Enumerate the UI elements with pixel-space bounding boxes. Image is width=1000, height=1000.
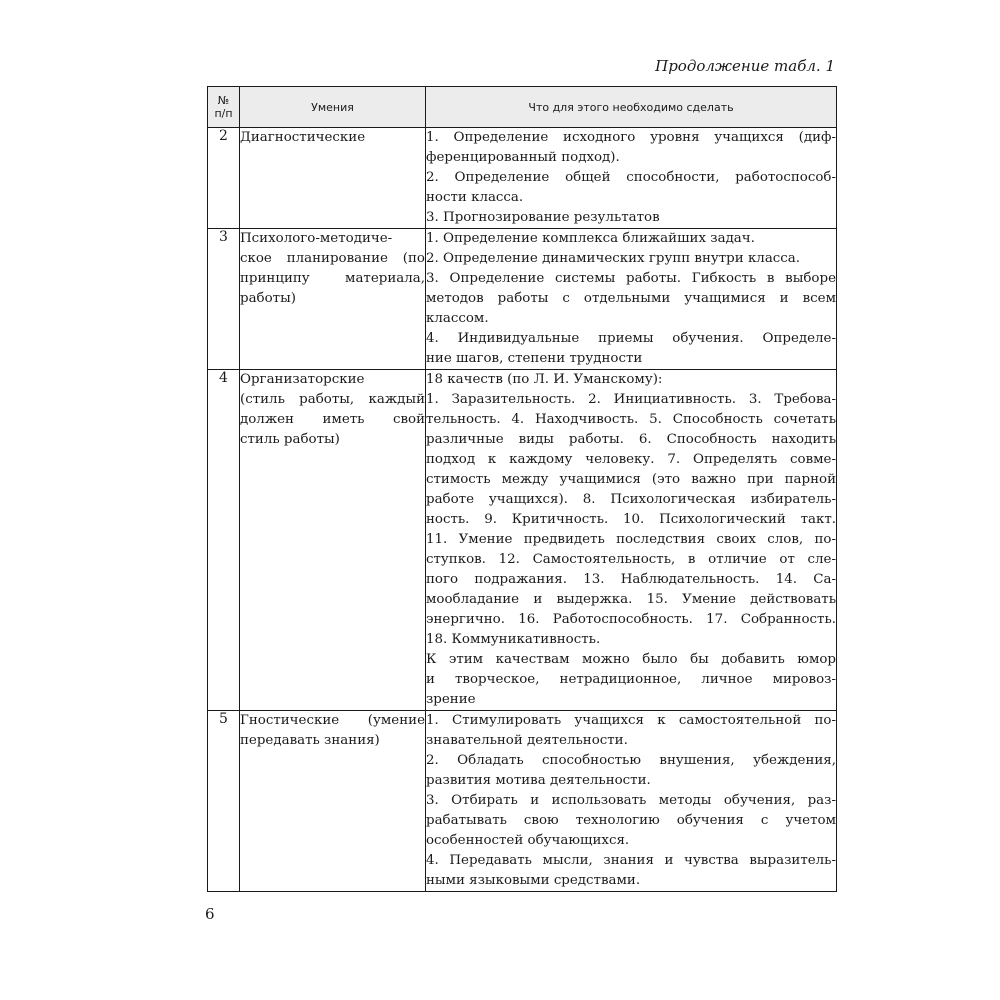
skill-cell-line: стиль работы) (240, 432, 340, 447)
todo-cell-line: ность. 9. Критичность. 10. Психологический такт. (426, 512, 836, 527)
todo-cell-line: 2. Определение общей способности, работоспособ- (426, 170, 836, 185)
todo-cell-line: классом. (426, 311, 489, 326)
todo-cell-line: стимость между учащимися (это важно при парной (426, 472, 836, 487)
todo-cell-line: тельность. 4. Находчивость. 5. Способность сочетать (426, 412, 836, 427)
skill-cell-line: должен иметь свой (240, 412, 425, 427)
row-number: 3 (208, 229, 240, 370)
table-header-row (208, 87, 837, 128)
table-row (208, 370, 837, 711)
header-todo: Что для этого необходимо сделать (426, 87, 837, 128)
todo-cell (426, 370, 837, 711)
todo-cell-line: мообладание и выдержка. 15. Умение действовать (426, 592, 836, 607)
todo-cell-line: 1. Заразительность. 2. Инициативность. 3. Требова- (426, 392, 836, 407)
todo-cell-line: К этим качествам можно было бы добавить юмор (426, 652, 836, 667)
skill-cell-line: Организаторские (240, 372, 365, 387)
todo-cell-line: и творческое, нетрадиционное, личное мировоз- (426, 672, 836, 687)
todo-cell-line: 11. Умение предвидеть последствия своих слов, по- (426, 532, 836, 547)
table-row (208, 711, 837, 892)
table-row (208, 229, 837, 370)
todo-cell-line: ние шагов, степени трудности (426, 351, 643, 366)
todo-cell-line: работе учащихся). 8. Психологическая избиратель- (426, 492, 836, 507)
row-number: 5 (208, 711, 240, 892)
row-number: 4 (208, 370, 240, 711)
todo-cell-line: 4. Индивидуальные приемы обучения. Определе- (426, 331, 836, 346)
todo-cell-line: 1. Определение исходного уровня учащихся (диф- (426, 130, 836, 145)
skill-cell (240, 370, 426, 711)
todo-cell-line: энергично. 16. Работоспособность. 17. Собранность. (426, 612, 836, 627)
skill-cell-line: Гностические (умение (240, 713, 425, 728)
todo-cell-line: 1. Стимулировать учащихся к самостоятельной по- (426, 713, 836, 728)
todo-cell-line: особенностей обучающихся. (426, 833, 630, 848)
skill-cell (240, 128, 426, 229)
todo-cell-line: 3. Отбирать и использовать методы обучения, раз- (426, 793, 836, 808)
skill-cell-line: ское планирование (по (240, 251, 425, 266)
todo-cell-line: рабатывать свою технологию обучения с учетом (426, 813, 836, 828)
skill-cell-line: передавать знания) (240, 733, 380, 748)
todo-cell-line: 4. Передавать мысли, знания и чувства выразитель- (426, 853, 836, 868)
todo-cell-line: 1. Определение комплекса ближайших задач. (426, 231, 755, 246)
todo-cell-line: 18 качеств (по Л. И. Уманскому): (426, 372, 663, 387)
table-continuation-title: Продолжение табл. 1 (655, 57, 835, 75)
todo-cell (426, 128, 837, 229)
skill-cell-line: работы) (240, 291, 296, 306)
page-number: 6 (205, 905, 215, 923)
todo-cell-line: ференцированный подход). (426, 150, 620, 165)
skill-cell-line: (стиль работы, каждый (240, 392, 425, 407)
header-number: № п/п (208, 87, 240, 128)
todo-cell-line: 2. Обладать способностью внушения, убеждения, (426, 753, 836, 768)
todo-cell-line: 18. Коммуникативность. (426, 632, 601, 647)
todo-cell-line: пого подражания. 13. Наблюдательность. 14. Са- (426, 572, 836, 587)
todo-cell-line: развития мотива деятельности. (426, 773, 651, 788)
todo-cell-line: ности класса. (426, 190, 524, 205)
todo-cell-line: 3. Определение системы работы. Гибкость в выборе (426, 271, 836, 286)
skill-cell-line: Психолого-методиче- (240, 231, 393, 246)
header-skills: Умения (240, 87, 426, 128)
row-number: 2 (208, 128, 240, 229)
todo-cell-line: ными языковыми средствами. (426, 873, 641, 888)
skill-cell-line: Диагностические (240, 130, 366, 145)
skill-cell-line: принципу материала, (240, 271, 425, 286)
todo-cell-line: зрение (426, 692, 476, 707)
skills-table (207, 86, 837, 892)
table-body (208, 128, 837, 892)
todo-cell-line: знавательной деятельности. (426, 733, 628, 748)
todo-cell-line: 2. Определение динамических групп внутри класса. (426, 251, 801, 266)
todo-cell-line: различные виды работы. 6. Способность находить (426, 432, 836, 447)
todo-cell (426, 229, 837, 370)
todo-cell-line: методов работы с отдельными учащимися и всем (426, 291, 836, 306)
skill-cell (240, 711, 426, 892)
skill-cell (240, 229, 426, 370)
table-row (208, 128, 837, 229)
todo-cell-line: подход к каждому человеку. 7. Определять совме- (426, 452, 836, 467)
todo-cell-line: 3. Прогнозирование результатов (426, 210, 660, 225)
todo-cell (426, 711, 837, 892)
todo-cell-line: ступков. 12. Самостоятельность, в отличие от сле- (426, 552, 836, 567)
